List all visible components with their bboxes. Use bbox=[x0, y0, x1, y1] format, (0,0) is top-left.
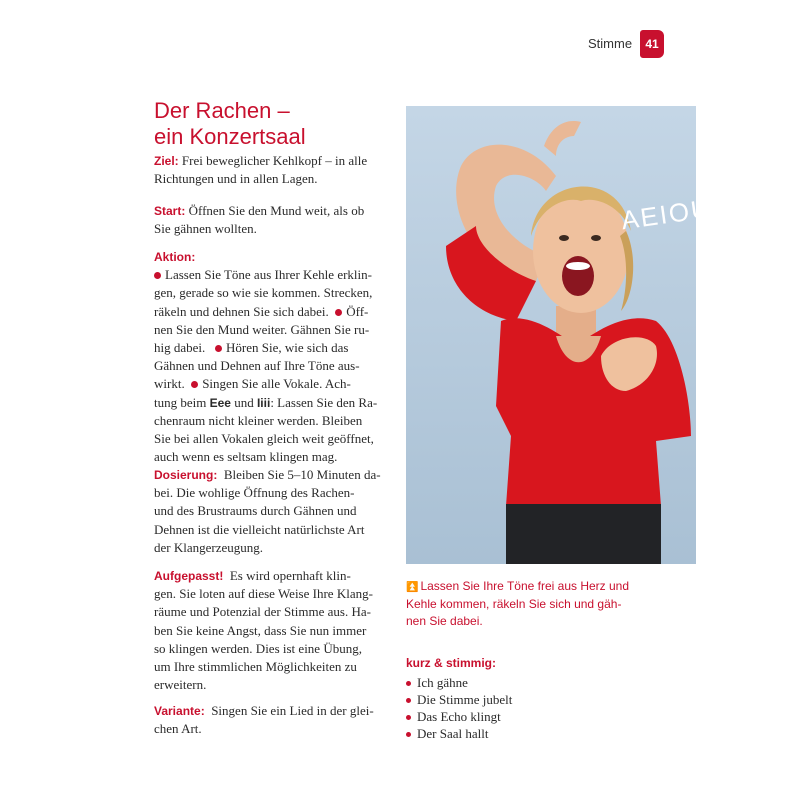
section-title: Stimme bbox=[588, 36, 633, 51]
list-item bbox=[406, 674, 512, 691]
aktion-line: chenraum nicht kleiner werden. Bleiben bbox=[154, 412, 363, 428]
red-dot-icon bbox=[191, 381, 198, 388]
list-item-text: Das Echo klingt bbox=[417, 709, 501, 724]
red-dot-icon bbox=[154, 272, 161, 279]
aufgepasst-line: erweitern. bbox=[154, 677, 207, 693]
dosierung-block bbox=[154, 466, 390, 557]
ziel-block bbox=[154, 152, 386, 188]
aktion-block bbox=[154, 248, 390, 466]
variante-block bbox=[154, 702, 390, 738]
start-label: Start: bbox=[154, 204, 186, 218]
dosierung-line: Dehnen ist die vielleicht natürlichste Art bbox=[154, 521, 365, 537]
aktion-line: räkeln und dehnen Sie sich dabei. bbox=[154, 303, 329, 319]
list-item bbox=[406, 691, 512, 708]
aufgepasst-line: räume und Potenzial der Stimme aus. Ha- bbox=[154, 604, 371, 620]
aktion-line: Sie bei allen Vokalen gleich weit geöffnet, bbox=[154, 431, 374, 447]
dosierung-line: der Klangerzeugung. bbox=[154, 539, 264, 555]
aktion-line: Gähnen und Dehnen auf Ihre Töne aus- bbox=[154, 358, 360, 374]
variante-label: Variante: bbox=[154, 704, 205, 718]
caption-line-3: nen Sie dabei. bbox=[406, 614, 483, 628]
red-dot-icon bbox=[406, 732, 411, 737]
ziel-label: Ziel: bbox=[154, 154, 179, 168]
start-block bbox=[154, 202, 386, 238]
list-item-text: Die Stimme jubelt bbox=[417, 692, 513, 707]
aktion-line: und bbox=[234, 394, 254, 410]
aufgepasst-label: Aufgepasst! bbox=[154, 569, 224, 583]
kurz-stimmig-box bbox=[406, 656, 512, 742]
start-text-1: Öffnen Sie den Mund weit, als ob bbox=[188, 203, 365, 218]
aufgepasst-line: so klingen werden. Dies ist eine Übung, bbox=[154, 640, 362, 656]
vowel-eee: Eee bbox=[209, 395, 231, 410]
title-line-2: ein Konzertsaal bbox=[154, 124, 306, 149]
aktion-label: Aktion: bbox=[154, 250, 196, 264]
list-item-text: Ich gähne bbox=[417, 675, 468, 690]
caption-line-1: Lassen Sie Ihre Töne frei aus Herz und bbox=[420, 579, 630, 593]
caption-line-2: Kehle kommen, räkeln Sie sich und gäh- bbox=[406, 597, 622, 611]
singer-photo bbox=[406, 106, 714, 564]
photo-caption bbox=[406, 578, 644, 630]
aktion-line: Lassen Sie Töne aus Ihrer Kehle erklin- bbox=[165, 267, 372, 283]
aufgepasst-line: gen. Sie loten auf diese Weise Ihre Klang- bbox=[154, 586, 373, 602]
dosierung-line: Bleiben Sie 5–10 Minuten da- bbox=[223, 467, 381, 482]
start-text-2: Sie gähnen wollten. bbox=[154, 221, 257, 237]
aufgepasst-block bbox=[154, 567, 390, 694]
aktion-line: wirkt. bbox=[154, 376, 185, 392]
aeiou-overlay: AEIOU bbox=[619, 192, 714, 236]
aktion-line: auch wenn es seltsam klingen mag. bbox=[154, 449, 338, 465]
red-dot-icon bbox=[406, 715, 411, 720]
variante-text-1: Singen Sie ein Lied in der glei- bbox=[211, 703, 374, 718]
kurz-list bbox=[406, 674, 512, 742]
double-chevron-up-icon: ⏫ bbox=[406, 582, 419, 593]
ziel-text-1: Frei beweglicher Kehlkopf – in alle bbox=[181, 153, 368, 168]
red-dot-icon bbox=[406, 698, 411, 703]
aktion-line: tung beim bbox=[154, 394, 207, 410]
aktion-line: nen Sie den Mund weiter. Gähnen Sie ru- bbox=[154, 321, 370, 337]
aktion-line: Singen Sie alle Vokale. Ach- bbox=[202, 376, 351, 392]
aufgepasst-line: ben Sie keine Angst, dass Sie nun immer bbox=[154, 622, 367, 638]
aktion-line: hig dabei. bbox=[154, 340, 206, 356]
list-item-text: Der Saal hallt bbox=[417, 726, 489, 741]
list-item bbox=[406, 708, 512, 725]
aktion-line: gen, gerade so wie sie kommen. Strecken, bbox=[154, 285, 373, 301]
red-dot-icon bbox=[335, 309, 342, 316]
title-line-1: Der Rachen – bbox=[154, 98, 290, 123]
dosierung-line: und des Brustraums durch Gähnen und bbox=[154, 503, 357, 519]
kurz-label: kurz & stimmig: bbox=[406, 656, 497, 670]
page-title bbox=[154, 98, 306, 150]
singer-illustration bbox=[406, 106, 714, 564]
aktion-line: : Lassen Sie den Ra- bbox=[270, 394, 378, 410]
list-item bbox=[406, 725, 512, 742]
page-number-badge: 41 bbox=[640, 30, 664, 58]
red-dot-icon bbox=[406, 681, 411, 686]
vowel-iiii: Iiii bbox=[256, 395, 271, 410]
aufgepasst-line: Es wird opernhaft klin- bbox=[229, 568, 351, 583]
aktion-line: Öff- bbox=[346, 303, 369, 319]
aufgepasst-line: um Ihre stimmlichen Möglichkeiten zu bbox=[154, 659, 357, 675]
red-dot-icon bbox=[215, 345, 222, 352]
dosierung-label: Dosierung: bbox=[154, 468, 218, 482]
dosierung-line: bei. Die wohlige Öffnung des Rachen- bbox=[154, 485, 355, 501]
ziel-text-2: Richtungen und in allen Lagen. bbox=[154, 171, 318, 187]
aktion-line: Hören Sie, wie sich das bbox=[226, 340, 349, 356]
variante-text-2: chen Art. bbox=[154, 721, 202, 737]
